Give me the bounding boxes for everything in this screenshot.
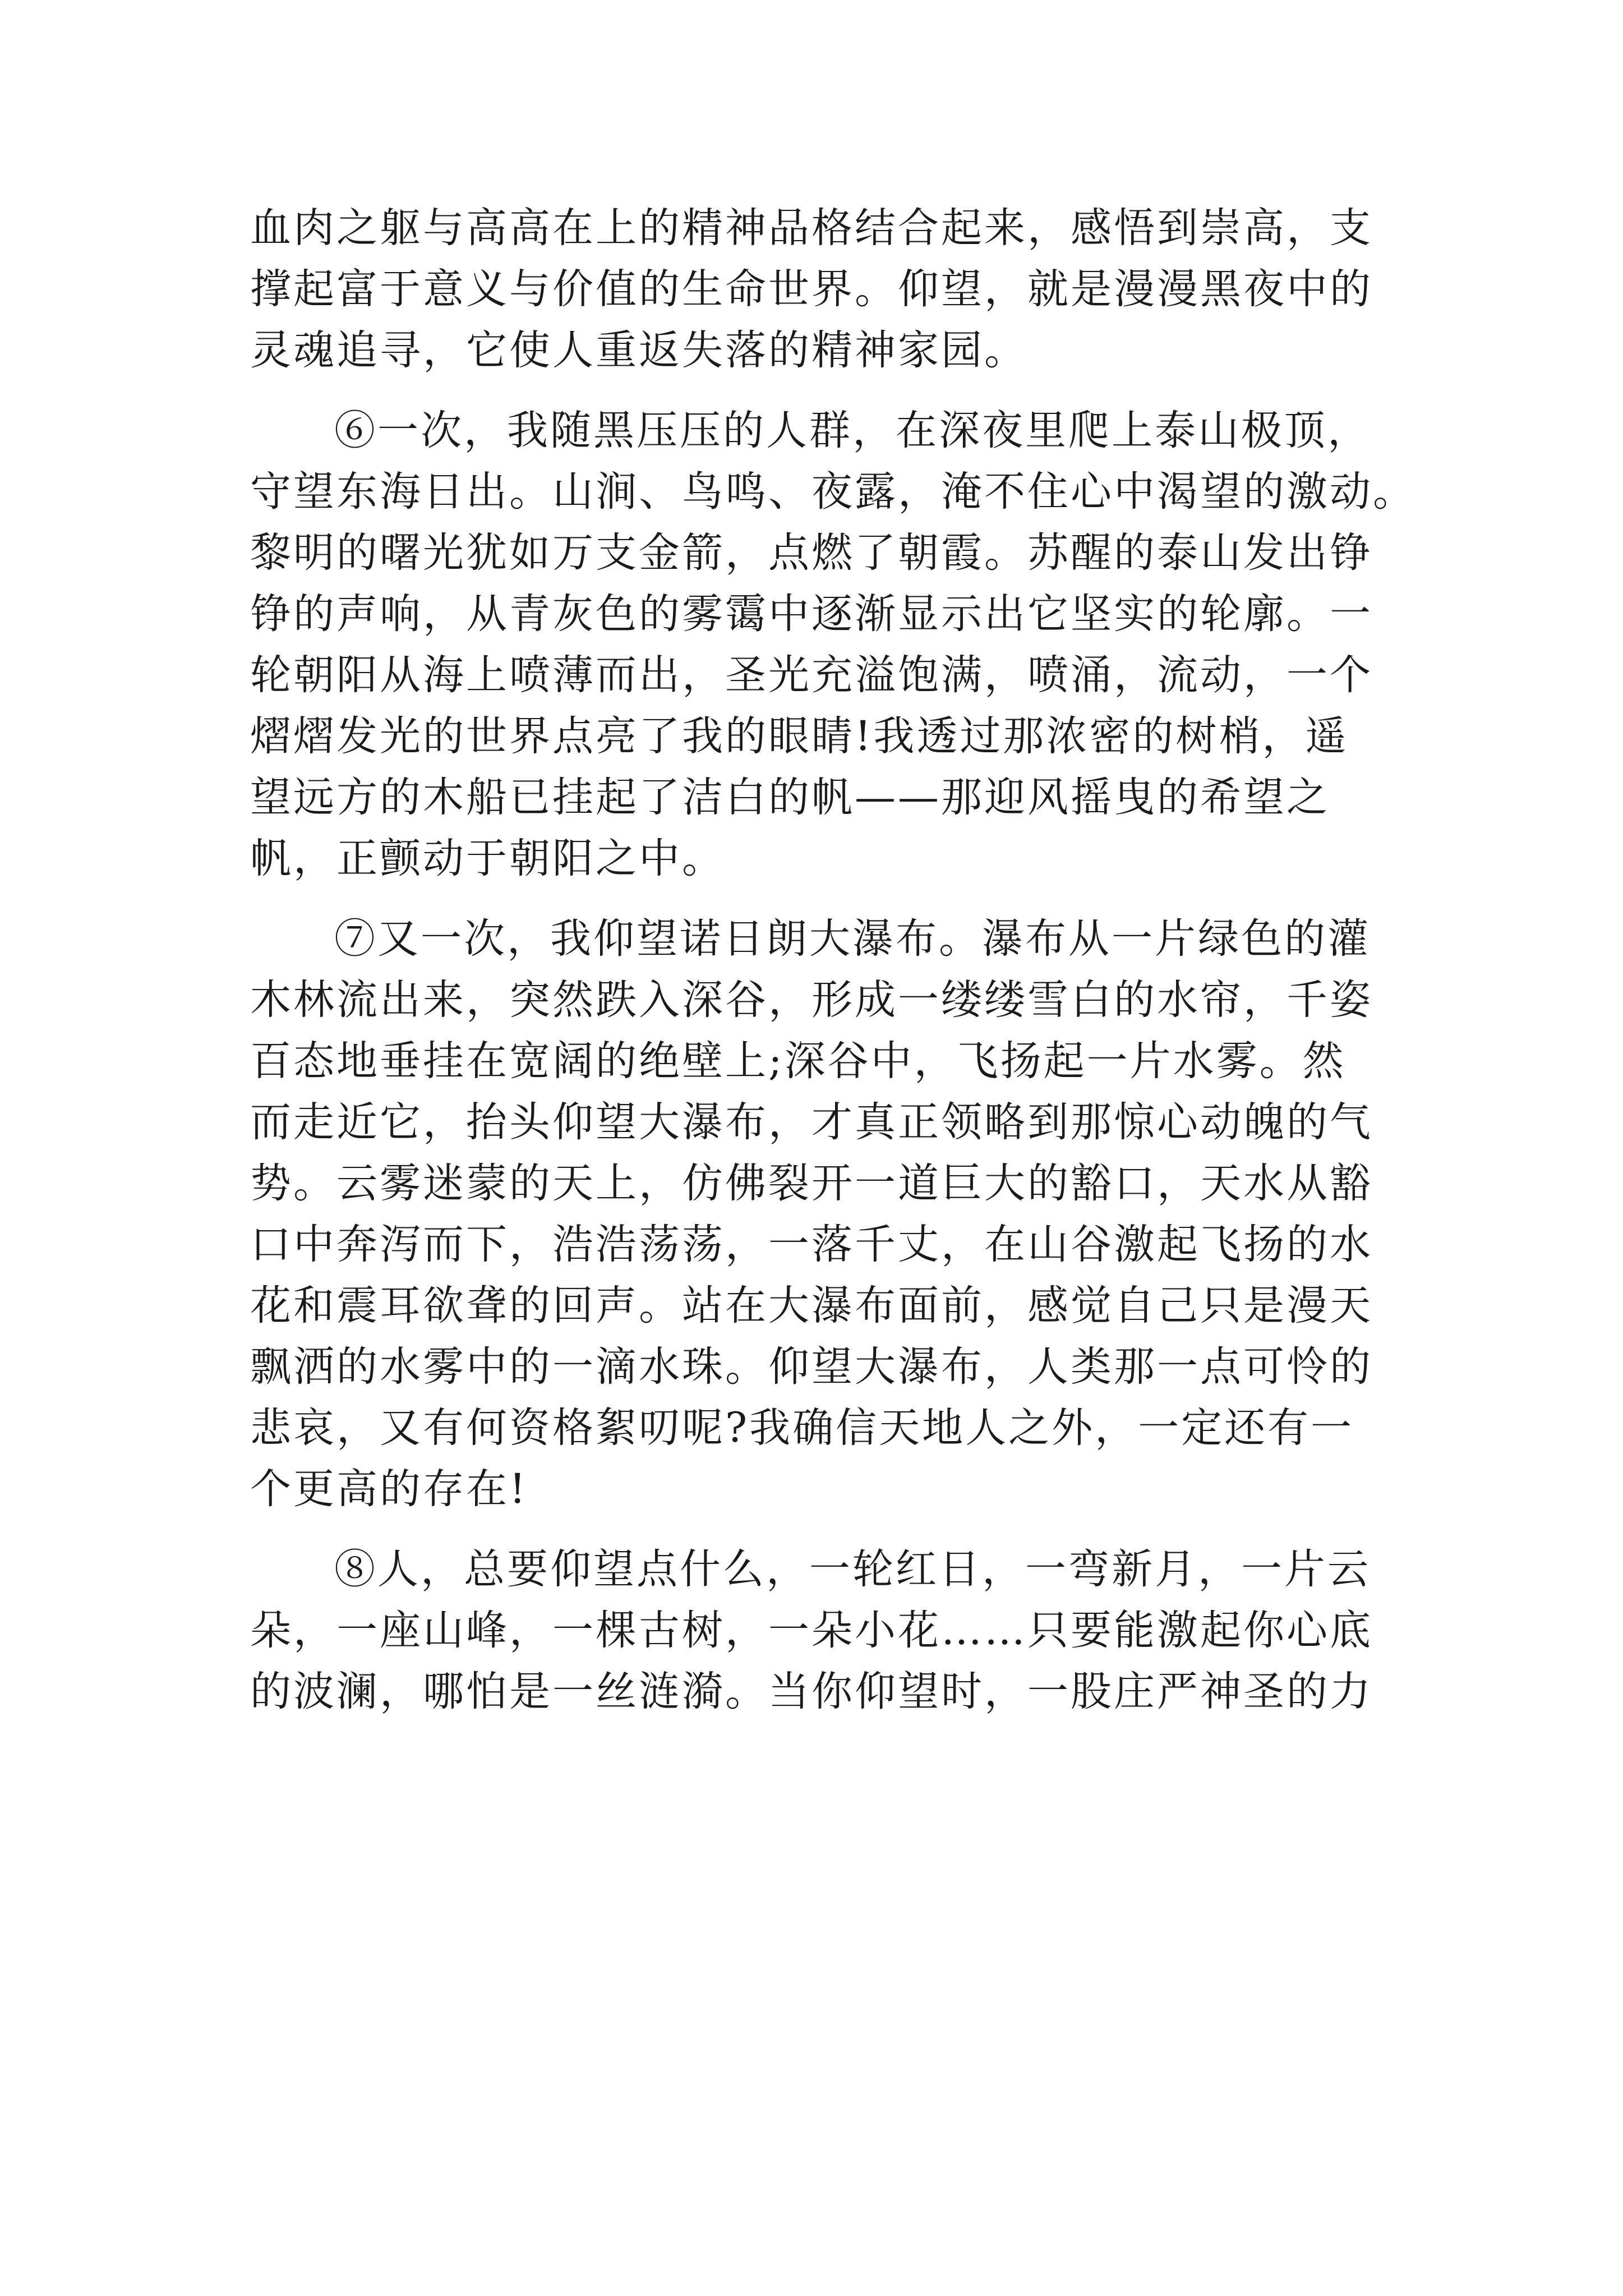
article-body <box>250 197 1416 1722</box>
text-line: 口中奔泻而下，浩浩荡荡，一落千丈，在山谷激起飞扬的水 <box>250 1221 1373 1268</box>
text-line: 守望东海日出。山涧、鸟鸣、夜露，淹不住心中渴望的激动。 <box>250 468 1416 516</box>
paragraph-8 <box>250 1539 1394 1722</box>
text-line: 撑起富于意义与价值的生命世界。仰望，就是漫漫黑夜中的 <box>250 265 1373 313</box>
paragraph-5-continuation <box>250 197 1394 381</box>
text-line: 木林流出来，突然跌入深谷，形成一缕缕雪白的水帘，千姿 <box>250 976 1373 1024</box>
paragraph-7 <box>250 908 1394 1520</box>
text-line: 轮朝阳从海上喷薄而出，圣光充溢饱满，喷涌，流动，一个 <box>250 651 1373 699</box>
text-line: ⑥一次，我随黑压压的人群，在深夜里爬上泰山极顶， <box>334 407 1371 454</box>
text-line: 悲哀，又有何资格絮叨呢?我确信天地人之外，一定还有一 <box>250 1404 1354 1452</box>
text-line: 百态地垂挂在宽阔的绝壁上;深谷中，飞扬起一片水雾。然 <box>250 1037 1346 1085</box>
text-line: 朵，一座山峰，一棵古树，一朵小花……只要能激起你心底 <box>250 1607 1373 1654</box>
text-line: 而走近它，抬头仰望大瀑布，才真正领略到那惊心动魄的气 <box>250 1098 1373 1146</box>
text-line: 望远方的木船已挂起了洁白的帆——那迎风摇曳的希望之 <box>250 774 1330 821</box>
text-line: 势。云雾迷蒙的天上，仿佛裂开一道巨大的豁口，天水从豁 <box>250 1159 1373 1207</box>
text-line: 灵魂追寻，它使人重返失落的精神家园。 <box>250 326 1027 374</box>
text-line: 熠熠发光的世界点亮了我的眼睛!我透过那浓密的树梢，遥 <box>250 712 1349 760</box>
text-line: 帆，正颤动于朝阳之中。 <box>250 835 725 882</box>
text-line: 个更高的存在! <box>250 1465 528 1513</box>
text-line: 花和震耳欲聋的回声。站在大瀑布面前，感觉自己只是漫天 <box>250 1282 1373 1329</box>
paragraph-6 <box>250 400 1416 889</box>
text-line: 铮的声响，从青灰色的雾霭中逐渐显示出它坚实的轮廓。一 <box>250 590 1373 638</box>
text-line: 血肉之躯与高高在上的精神品格结合起来，感悟到崇高，支 <box>250 204 1373 252</box>
text-line: ⑦又一次，我仰望诺日朗大瀑布。瀑布从一片绿色的灌 <box>334 915 1371 963</box>
text-line: 的波澜，哪怕是一丝涟漪。当你仰望时，一股庄严神圣的力 <box>250 1668 1373 1715</box>
text-line: 黎明的曙光犹如万支金箭，点燃了朝霞。苏醒的泰山发出铮 <box>250 529 1373 577</box>
text-line: 飘洒的水雾中的一滴水珠。仰望大瀑布，人类那一点可怜的 <box>250 1343 1373 1391</box>
text-line: ⑧人，总要仰望点什么，一轮红日，一弯新月，一片云 <box>334 1545 1371 1593</box>
